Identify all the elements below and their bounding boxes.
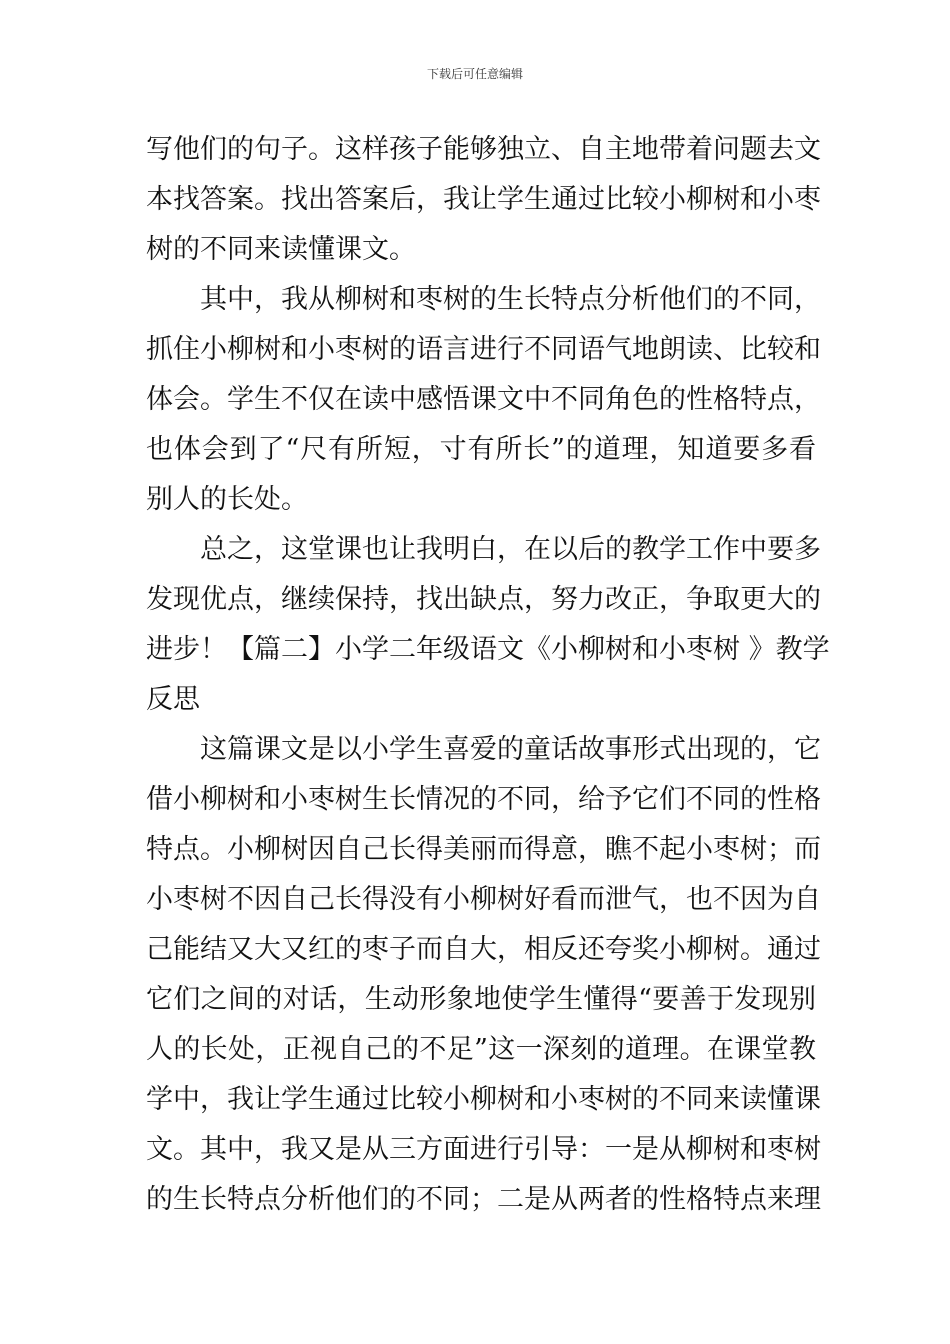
text-line: 进步！【篇二】小学二年级语文《小柳树和小枣树 》教学 — [146, 634, 830, 665]
page-header: 下载后可任意编辑 — [426, 67, 523, 81]
text-line: 本找答案。找出答案后，我让学生通过比较小柳树和小枣 — [146, 184, 821, 215]
text-line: 小枣树不因自己长得没有小柳树好看而泄气，也不因为自 — [146, 884, 821, 915]
text-line: 借小柳树和小枣树生长情况的不同，给予它们不同的性格 — [146, 784, 821, 815]
text-line: 文。其中，我又是从三方面进行引导：一是从柳树和枣树 — [146, 1134, 821, 1165]
text-line: 抓住小柳树和小枣树的语言进行不同语气地朗读、比较和 — [146, 334, 821, 365]
text-line: 写他们的句子。这样孩子能够独立、自主地带着问题去文 — [146, 134, 821, 165]
text-line: 反思 — [146, 684, 200, 715]
text-line: 别人的长处。 — [146, 484, 308, 515]
text-line: 人的长处，正视自己的不足”这一深刻的道理。在课堂教 — [146, 1034, 816, 1065]
paragraph-first-line: 其中，我从柳树和枣树的生长特点分析他们的不同， — [200, 284, 821, 315]
text-line: 发现优点，继续保持，找出缺点，努力改正，争取更大的 — [146, 584, 821, 615]
paragraph-first-line: 总之，这堂课也让我明白，在以后的教学工作中要多 — [200, 534, 821, 565]
text-line: 也体会到了“尺有所短，寸有所长”的道理，知道要多看 — [146, 434, 816, 465]
text-line: 树的不同来读懂课文。 — [146, 234, 416, 265]
text-line: 特点。小柳树因自己长得美丽而得意，瞧不起小枣树；而 — [146, 834, 821, 865]
text-line: 己能结又大又红的枣子而自大，相反还夸奖小柳树。通过 — [146, 934, 821, 965]
text-line: 的生长特点分析他们的不同；二是从两者的性格特点来理 — [146, 1184, 821, 1215]
text-line: 体会。学生不仅在读中感悟课文中不同角色的性格特点， — [146, 384, 821, 415]
paragraph-first-line: 这篇课文是以小学生喜爱的童话故事形式出现的，它 — [200, 734, 821, 765]
text-line: 学中，我让学生通过比较小柳树和小枣树的不同来读懂课 — [146, 1084, 821, 1115]
text-line: 它们之间的对话，生动形象地使学生懂得“要善于发现别 — [146, 984, 816, 1015]
